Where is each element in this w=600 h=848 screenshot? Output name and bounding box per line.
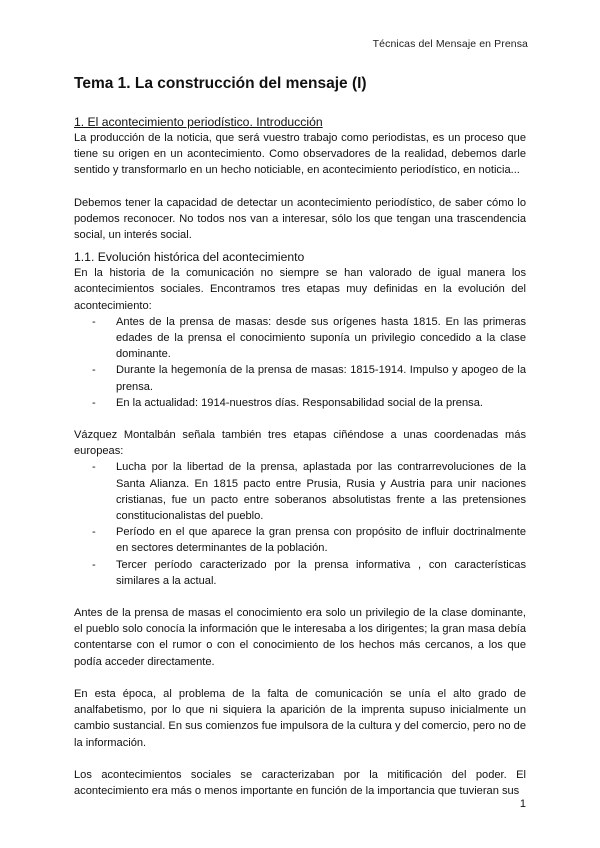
page-content xyxy=(74,74,526,799)
paragraph: Antes de la prensa de masas el conocimiento era solo un privilegio de la clase dominante, el pueblo solo conocía la información que le interesaba a los dirigentes; la gran masa debía contentarse con el rumor o con el conocimiento de los hechos más cercanos, a los que podía acceder directamente. xyxy=(74,607,526,668)
stages-list xyxy=(74,314,526,411)
dash-bullet: - xyxy=(92,558,96,571)
page-number: 1 xyxy=(519,798,526,810)
running-header: Técnicas del Mensaje en Prensa xyxy=(372,38,528,50)
paragraph: Debemos tener la capacidad de detectar un acontecimiento periodístico, de saber cómo lo podemos reconocer. No todos nos van a interesar, sólo los que tengan una trascendencia social, un interés social. xyxy=(74,196,526,242)
list-item: - Durante la hegemonía de la prensa de masas: 1815-1914. Impulso y apogeo de la prensa. xyxy=(92,364,526,393)
dash-bullet: - xyxy=(92,315,96,328)
dash-bullet: - xyxy=(92,364,96,377)
paragraph: Vázquez Montalbán señala también tres etapas ciñéndose a unas coordenadas más europeas: xyxy=(74,429,526,458)
paragraph: La producción de la noticia, que será vuestro trabajo como periodistas, es un proceso que tiene su origen en un acontecimiento. Como observadores de la realidad, debemos darle sentido y transformarlo en un hecho noticiable, en acontecimiento periodístico, en noticia... xyxy=(74,132,526,177)
paragraph: Los acontecimientos sociales se caracterizaban por la mitificación del poder. El acontecimiento era más o menos importante en función de la importancia que tuvieran sus xyxy=(74,768,526,797)
dash-bullet: - xyxy=(92,526,96,539)
dash-bullet: - xyxy=(92,461,96,474)
list-item: - Antes de la prensa de masas: desde sus orígenes hasta 1815. En las primeras edades de la prensa el conocimiento suponía un privilegio concedido a la clase dominante. xyxy=(92,315,526,361)
section-heading-1-1: 1.1. Evolución histórica del acontecimiento xyxy=(74,250,305,265)
list-item: - Lucha por la libertad de la prensa, aplastada por las contrarrevoluciones de la Santa Alianza. En 1815 pacto entre Prusia, Rusia y Austria para unir naciones cristianas, fue un pacto entre soberanos absolutistas frente a las pretensiones constitucionalistas del pueblo. xyxy=(92,461,526,523)
paragraph: En la historia de la comunicación no siempre se han valorado de igual manera los acontecimientos sociales. Encontramos tres etapas muy definidas en la evolución del acontecimiento: xyxy=(74,267,526,312)
list-item: - En la actualidad: 1914-nuestros días. Responsabilidad social de la prensa. xyxy=(92,395,526,411)
list-item: - Tercer período caracterizado por la prensa informativa , con características similares a la actual. xyxy=(92,558,526,587)
vazquez-stages-list xyxy=(74,459,526,589)
page-title: Tema 1. La construcción del mensaje (I) xyxy=(74,75,367,92)
section-heading-1: 1. El acontecimiento periodístico. Introducción xyxy=(74,115,323,129)
list-item: - Período en el que aparece la gran prensa con propósito de influir doctrinalmente en sectores determinantes de la población. xyxy=(92,526,526,555)
dash-bullet: - xyxy=(92,396,96,409)
paragraph: En esta época, al problema de la falta de comunicación se unía el alto grado de analfabetismo, por lo que ni siquiera la aparición de la imprenta supuso inicialmente un cambio sustancial. En sus comienzos fue impulsora de la cultura y del comercio, pero no de la información. xyxy=(74,687,526,749)
